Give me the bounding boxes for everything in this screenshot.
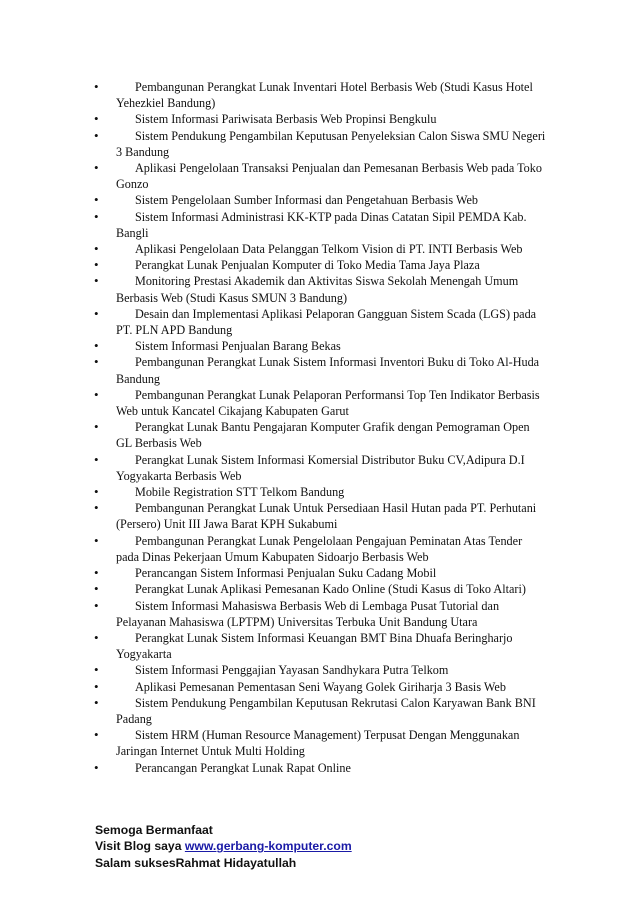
list-item-text: Sistem Pendukung Pengambilan Keputusan Rekrutasi Calon Karyawan Bank BNI Padang bbox=[116, 695, 536, 726]
list-item-text: Pembangunan Perangkat Lunak Untuk Persediaan Hasil Hutan pada PT. Perhutani (Persero) Unit III Jawa Barat KPH Sukabumi bbox=[116, 501, 537, 532]
list-item bbox=[94, 662, 546, 678]
list-item bbox=[94, 598, 546, 630]
list-item-text: Pembangunan Perangkat Lunak Pelaporan Performansi Top Ten Indikator Berbasis Web untuk Kancatel Cikajang Kabupaten Garut bbox=[116, 387, 540, 419]
list-item-text: Aplikasi Pengelolaan Data Pelanggan Telkom Vision di PT. INTI Berbasis Web bbox=[135, 242, 523, 257]
bullet-icon: • bbox=[94, 127, 99, 143]
bullet-icon: • bbox=[94, 451, 99, 467]
list-item-text: Pembangunan Perangkat Lunak Inventari Hotel Berbasis Web (Studi Kasus Hotel Yehezkiel Bandung) bbox=[116, 80, 533, 111]
list-item-text: Perancangan Perangkat Lunak Rapat Online bbox=[135, 760, 351, 775]
list-item-text: Pembangunan Perangkat Lunak Pengelolaan Pengajuan Peminatan Atas Tender pada Dinas Pekerjaan Umum Kabupaten Sidoarjo Berbasis Web bbox=[116, 533, 523, 564]
list-item bbox=[94, 679, 546, 695]
list-item-text: Pembangunan Perangkat Lunak Sistem Informasi Inventori Buku di Toko Al-Huda Bandung bbox=[116, 355, 540, 386]
list-item bbox=[94, 452, 546, 484]
bullet-icon: • bbox=[94, 629, 99, 645]
list-item bbox=[94, 565, 546, 581]
closing-section bbox=[95, 822, 352, 871]
list-item-text: Sistem Informasi Penjualan Barang Bekas bbox=[135, 339, 341, 354]
bullet-icon: • bbox=[94, 484, 99, 500]
list-item bbox=[94, 387, 546, 419]
bullet-icon: • bbox=[94, 581, 99, 597]
list-item-text: Sistem Informasi Mahasiswa Berbasis Web di Lembaga Pusat Tutorial dan Pelayanan Mahasiswa (LPTPM) Universitas Terbuka Unit Bandung Utara bbox=[116, 598, 500, 629]
signature-line: Salam suksesRahmat Hidayatullah bbox=[95, 855, 297, 870]
list-item bbox=[94, 128, 546, 160]
list-item-text: Sistem Informasi Pariwisata Berbasis Web Propinsi Bengkulu bbox=[135, 112, 437, 127]
list-item-text: Sistem HRM (Human Resource Management) Terpusat Dengan Menggunakan Jaringan Internet Untuk Multi Holding bbox=[116, 728, 520, 759]
list-item-text: Sistem Informasi Penggajian Yayasan Sandhykara Putra Telkom bbox=[135, 663, 449, 678]
list-item-text: Sistem Pendukung Pengambilan Keputusan Penyeleksian Calon Siswa SMU Negeri 3 Bandung bbox=[116, 128, 546, 159]
thesis-topic-list bbox=[94, 79, 546, 776]
list-item-text: Perangkat Lunak Sistem Informasi Komersial Distributor Buku CV,Adipura D.I Yogyakarta Berbasis Web bbox=[116, 452, 525, 483]
bullet-icon: • bbox=[94, 662, 99, 678]
bullet-icon: • bbox=[94, 727, 99, 743]
bullet-icon: • bbox=[94, 759, 99, 775]
list-item bbox=[94, 354, 546, 386]
list-item-text: Perancangan Sistem Informasi Penjualan Suku Cadang Mobil bbox=[135, 566, 437, 581]
bullet-icon: • bbox=[94, 338, 99, 354]
list-item-text: Perangkat Lunak Sistem Informasi Keuangan BMT Bina Dhuafa Beringharjo Yogyakarta bbox=[116, 630, 513, 662]
bullet-icon: • bbox=[94, 79, 99, 94]
list-item-text: Sistem Informasi Administrasi KK-KTP pada Dinas Catatan Sipil PEMDA Kab. Bangli bbox=[116, 209, 527, 240]
bullet-icon: • bbox=[94, 208, 99, 224]
list-item bbox=[94, 695, 546, 727]
list-item bbox=[94, 241, 546, 257]
list-item bbox=[94, 306, 546, 338]
list-item bbox=[94, 160, 546, 192]
bullet-icon: • bbox=[94, 192, 99, 208]
list-item bbox=[94, 500, 546, 532]
bullet-icon: • bbox=[94, 111, 99, 127]
list-item bbox=[94, 192, 546, 208]
list-item-text: Sistem Pengelolaan Sumber Informasi dan Pengetahuan Berbasis Web bbox=[135, 193, 479, 208]
list-item bbox=[94, 257, 546, 273]
bullet-icon: • bbox=[94, 305, 99, 321]
list-item bbox=[94, 727, 546, 759]
list-item-text: Perangkat Lunak Penjualan Komputer di Toko Media Tama Jaya Plaza bbox=[135, 258, 480, 273]
bullet-icon: • bbox=[94, 565, 99, 581]
blog-line-prefix: Visit Blog saya bbox=[95, 839, 185, 854]
bullet-icon: • bbox=[94, 241, 99, 257]
list-item bbox=[94, 484, 546, 500]
list-item-text: Aplikasi Pemesanan Pementasan Seni Wayang Golek Giriharja 3 Basis Web bbox=[135, 679, 506, 694]
bullet-icon: • bbox=[94, 532, 99, 548]
bullet-icon: • bbox=[94, 354, 99, 370]
bullet-icon: • bbox=[94, 597, 99, 613]
list-item bbox=[94, 581, 546, 597]
bullet-icon: • bbox=[94, 419, 99, 435]
list-item-text: Perangkat Lunak Aplikasi Pemesanan Kado Online (Studi Kasus di Toko Altari) bbox=[135, 582, 526, 597]
list-item bbox=[94, 419, 546, 451]
list-item bbox=[94, 111, 546, 127]
bullet-icon: • bbox=[94, 500, 99, 516]
blog-line bbox=[95, 838, 352, 854]
bullet-icon: • bbox=[94, 694, 99, 710]
list-item bbox=[94, 209, 546, 241]
bullet-icon: • bbox=[94, 273, 99, 289]
bullet-icon: • bbox=[94, 386, 99, 402]
list-item bbox=[94, 533, 546, 565]
list-item-text: Desain dan Implementasi Aplikasi Pelaporan Gangguan Sistem Scada (LGS) pada PT. PLN APD Bandung bbox=[116, 306, 537, 338]
list-item-text: Aplikasi Pengelolaan Transaksi Penjualan dan Pemesanan Berbasis Web pada Toko Gonzo bbox=[116, 161, 542, 192]
list-item-text: Mobile Registration STT Telkom Bandung bbox=[135, 485, 345, 500]
bullet-icon: • bbox=[94, 160, 99, 176]
bullet-icon: • bbox=[94, 678, 99, 694]
blog-link[interactable]: www.gerbang-komputer.com bbox=[184, 839, 352, 854]
list-item bbox=[94, 79, 546, 111]
closing-greeting: Semoga Bermanfaat bbox=[95, 823, 213, 837]
list-item bbox=[94, 273, 546, 305]
bullet-icon: • bbox=[94, 257, 99, 273]
list-item-text: Monitoring Prestasi Akademik dan Aktivitas Siswa Sekolah Menengah Umum Berbasis Web (Studi Kasus SMUN 3 Bandung) bbox=[116, 274, 519, 305]
list-item bbox=[94, 338, 546, 354]
list-item bbox=[94, 760, 546, 776]
list-item bbox=[94, 630, 546, 662]
list-item-text: Perangkat Lunak Bantu Pengajaran Komputer Grafik dengan Pemograman Open GL Berbasis Web bbox=[116, 420, 530, 451]
